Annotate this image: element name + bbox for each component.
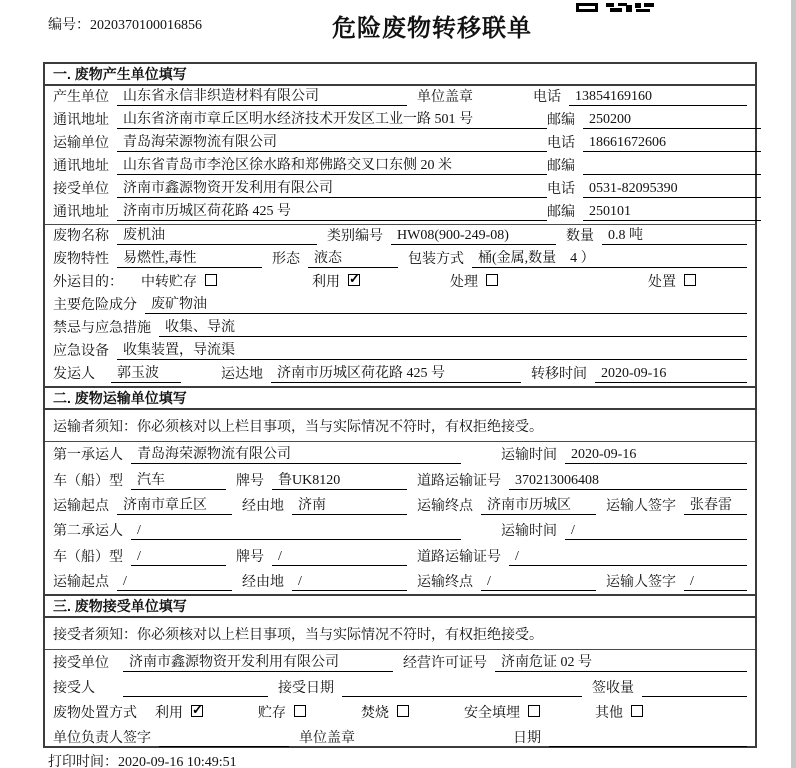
purpose-option-dispose	[648, 271, 696, 291]
purpose-label: 外运目的：	[53, 275, 123, 290]
emergency-measures-row	[45, 317, 755, 340]
road-permit2-value: /	[509, 548, 747, 566]
receiver-address-row	[45, 201, 755, 225]
recipient-value	[123, 680, 268, 697]
section3-heading: 三. 废物接受单位填写	[45, 594, 755, 618]
carrier2-label: 第二承运人	[53, 524, 123, 540]
disposal-option-utilize	[155, 702, 203, 722]
producer-row	[45, 86, 755, 109]
quantity-value: 0.8 吨	[602, 227, 747, 245]
endpoint1-value: 济南市历城区	[481, 497, 596, 515]
via-label: 经由地	[242, 574, 284, 590]
carrier1-label: 第一承运人	[53, 448, 123, 464]
checkbox-icon	[205, 274, 217, 286]
transporter-address-value: 山东省青岛市李沧区徐水路和郑佛路交叉口东侧 20 米	[117, 157, 547, 175]
shipper-label: 发运人	[53, 367, 95, 382]
endpoint-label: 运输终点	[417, 574, 473, 590]
checkbox-icon	[684, 274, 696, 286]
option-label: 利用	[155, 706, 183, 721]
page-title: 危险废物转移联单	[332, 15, 532, 42]
checkbox-icon	[631, 705, 643, 717]
producer-zip-value: 250200	[583, 111, 761, 129]
carrier1-value: 青岛海荣源物流有限公司	[131, 446, 461, 464]
received-qty-label: 签收量	[592, 681, 634, 696]
vehicle2-row	[45, 543, 755, 568]
receiver-label: 接受单位	[53, 656, 109, 671]
phone-label: 电话	[547, 136, 575, 151]
section2-notice: 运输者须知：你必须核对以上栏目事项，当与实际情况不符时，有权拒绝接受。	[45, 410, 755, 442]
measures-label: 禁忌与应急措施	[53, 321, 151, 336]
origin2-value: /	[117, 573, 232, 591]
manager-sign-row	[45, 725, 755, 750]
via1-value: 济南	[292, 497, 407, 515]
form-value: 液态	[308, 250, 398, 268]
characteristics-label: 废物特性	[53, 252, 109, 267]
receiver-row	[45, 178, 755, 201]
recipient-row	[45, 675, 755, 700]
plate1-value: 鲁UK8120	[272, 472, 407, 490]
waste-name-row	[45, 225, 755, 248]
checkbox-checked-icon	[348, 274, 360, 286]
transport-time-label: 运输时间	[501, 448, 557, 464]
receiver-value: 济南市鑫源物资开发利用有限公司	[123, 654, 393, 672]
accepting-unit-row	[45, 650, 755, 675]
checkbox-icon	[397, 705, 409, 717]
packaging-label: 包装方式	[408, 252, 464, 267]
shipper-value: 郭玉波	[111, 365, 181, 383]
equipment-label: 应急设备	[53, 344, 109, 359]
receiver-address-value: 济南市历城区荷花路 425 号	[117, 203, 547, 221]
zip-label: 邮编	[547, 159, 575, 174]
quantity-label: 数量	[566, 229, 594, 244]
disposal-method-row	[45, 700, 755, 725]
receiver-value: 济南市鑫源物资开发利用有限公司	[117, 180, 547, 198]
section3-rows	[45, 650, 755, 750]
checkbox-icon	[486, 274, 498, 286]
license-label: 经营许可证号	[403, 656, 487, 671]
option-label: 其他	[595, 706, 623, 721]
address-label: 通讯地址	[53, 159, 109, 174]
measures-value: 收集、导流	[159, 319, 747, 337]
carrier-sign2-value: /	[684, 573, 747, 591]
purpose-option-storage	[141, 271, 217, 291]
carrier2-value: /	[131, 522, 461, 540]
origin-label: 运输起点	[53, 498, 109, 514]
via-label: 经由地	[242, 498, 284, 514]
category-label: 类别编号	[327, 229, 383, 244]
transfer-time-label: 转移时间	[531, 367, 587, 382]
date-label: 日期	[513, 731, 541, 746]
section2-rows	[45, 442, 755, 594]
receive-date-value	[342, 680, 582, 697]
zip-label: 邮编	[547, 113, 575, 128]
disposal-option-incinerate	[361, 702, 409, 722]
destination-label: 运达地	[221, 367, 263, 382]
plate-label: 牌号	[236, 549, 264, 565]
unit-seal-label: 单位盖章	[299, 731, 355, 746]
license-value: 济南危证 02 号	[495, 654, 747, 672]
shipper-row	[45, 363, 755, 386]
disposal-label: 废物处置方式	[53, 706, 137, 721]
vehicle-label: 车（船）型	[53, 549, 123, 565]
road-permit-label: 道路运输证号	[417, 549, 501, 565]
recipient-label: 接受人	[53, 681, 95, 696]
carrier-sign-label: 运输人签字	[606, 498, 676, 514]
serial-label: 编号：	[48, 18, 90, 33]
receive-date-label: 接受日期	[278, 681, 334, 696]
hazard-label: 主要危险成分	[53, 298, 137, 313]
endpoint-label: 运输终点	[417, 498, 473, 514]
option-label: 处理	[450, 275, 478, 290]
first-carrier-row	[45, 442, 755, 467]
route2-row	[45, 569, 755, 594]
vehicle1-value: 汽车	[131, 472, 226, 490]
manager-sign-value	[159, 730, 289, 747]
unit-seal-label: 单位盖章	[417, 90, 473, 105]
manager-sign-label: 单位负责人签字	[53, 731, 151, 746]
option-label: 贮存	[258, 706, 286, 721]
checkbox-checked-icon	[191, 705, 203, 717]
route1-row	[45, 493, 755, 518]
transporter-row	[45, 132, 755, 155]
producer-value: 山东省永信非织造材料有限公司	[117, 88, 407, 106]
disposal-option-landfill	[464, 702, 540, 722]
section1-rows	[45, 86, 755, 386]
purpose-option-treat	[450, 271, 498, 291]
plate2-value: /	[272, 548, 407, 566]
scrollbar[interactable]	[791, 0, 796, 768]
producer-address-row	[45, 109, 755, 132]
option-label: 安全填埋	[464, 706, 520, 721]
serial-value: 2020370100016856	[90, 18, 202, 33]
transport-time2-value: /	[565, 522, 747, 540]
section1-heading: 一. 废物产生单位填写	[45, 64, 755, 86]
vehicle2-value: /	[131, 548, 226, 566]
characteristics-value: 易燃性,毒性	[117, 250, 262, 268]
print-time-value: 2020-09-16 10:49:51	[118, 755, 237, 768]
address-label: 通讯地址	[53, 113, 109, 128]
waste-name-label: 废物名称	[53, 229, 109, 244]
section3-notice: 接受者须知：你必须核对以上栏目事项，当与实际情况不符时，有权拒绝接受。	[45, 618, 755, 650]
option-label: 处置	[648, 275, 676, 290]
checkbox-icon	[294, 705, 306, 717]
print-time	[48, 751, 237, 768]
waste-name-value: 废机油	[117, 227, 317, 245]
phone-label: 电话	[533, 90, 561, 105]
form-header	[43, 8, 757, 54]
producer-label: 产生单位	[53, 90, 109, 105]
phone-label: 电话	[547, 182, 575, 197]
hazard-components-row	[45, 294, 755, 317]
vehicle1-row	[45, 467, 755, 492]
origin1-value: 济南市章丘区	[117, 497, 232, 515]
vehicle-label: 车（船）型	[53, 473, 123, 489]
qr-code-icon	[576, 0, 656, 10]
destination-value: 济南市历城区荷花路 425 号	[271, 365, 521, 383]
transporter-phone-value: 18661672606	[583, 134, 761, 152]
receiver-zip-value: 250101	[583, 203, 761, 221]
transporter-value: 青岛海荣源物流有限公司	[117, 134, 547, 152]
section2-heading: 二. 废物运输单位填写	[45, 386, 755, 410]
option-label: 焚烧	[361, 706, 389, 721]
producer-address-value: 山东省济南市章丘区明水经济技术开发区工业一路 501 号	[117, 111, 547, 129]
disposal-option-other	[595, 702, 643, 722]
transfer-form-table	[43, 62, 757, 748]
origin-label: 运输起点	[53, 574, 109, 590]
address-label: 通讯地址	[53, 205, 109, 220]
option-label: 中转贮存	[141, 275, 197, 290]
category-value: HW08(900-249-08)	[391, 227, 556, 245]
road-permit-label: 道路运输证号	[417, 473, 501, 489]
transporter-address-row	[45, 155, 755, 178]
transport-time-label: 运输时间	[501, 524, 557, 540]
endpoint2-value: /	[481, 573, 596, 591]
producer-phone-value: 13854169160	[569, 88, 747, 106]
equipment-value: 收集装置，导流渠	[117, 342, 747, 360]
waste-characteristics-row	[45, 248, 755, 271]
transporter-label: 运输单位	[53, 136, 109, 151]
receiver-phone-value: 0531-82095390	[583, 180, 761, 198]
second-carrier-row	[45, 518, 755, 543]
receiver-label: 接受单位	[53, 182, 109, 197]
via2-value: /	[292, 573, 407, 591]
checkbox-icon	[528, 705, 540, 717]
hazard-value: 废矿物油	[145, 296, 747, 314]
packaging-value: 桶(金属,数量 4 ）	[472, 250, 747, 268]
option-label: 利用	[312, 275, 340, 290]
carrier-sign-label: 运输人签字	[606, 574, 676, 590]
print-time-label: 打印时间：	[48, 755, 118, 768]
received-qty-value	[642, 680, 747, 697]
plate-label: 牌号	[236, 473, 264, 489]
road-permit1-value: 370213006408	[509, 472, 747, 490]
emergency-equipment-row	[45, 340, 755, 363]
zip-label: 邮编	[547, 205, 575, 220]
date-value	[549, 730, 747, 747]
transport-time1-value: 2020-09-16	[565, 446, 747, 464]
transfer-time-value: 2020-09-16	[595, 365, 747, 383]
transporter-zip-value	[583, 158, 761, 175]
form-label: 形态	[272, 252, 300, 267]
purpose-option-utilize	[312, 271, 360, 291]
carrier-sign1-value: 张春雷	[684, 497, 747, 515]
transfer-purpose-row	[45, 271, 755, 294]
disposal-option-storage	[258, 702, 306, 722]
